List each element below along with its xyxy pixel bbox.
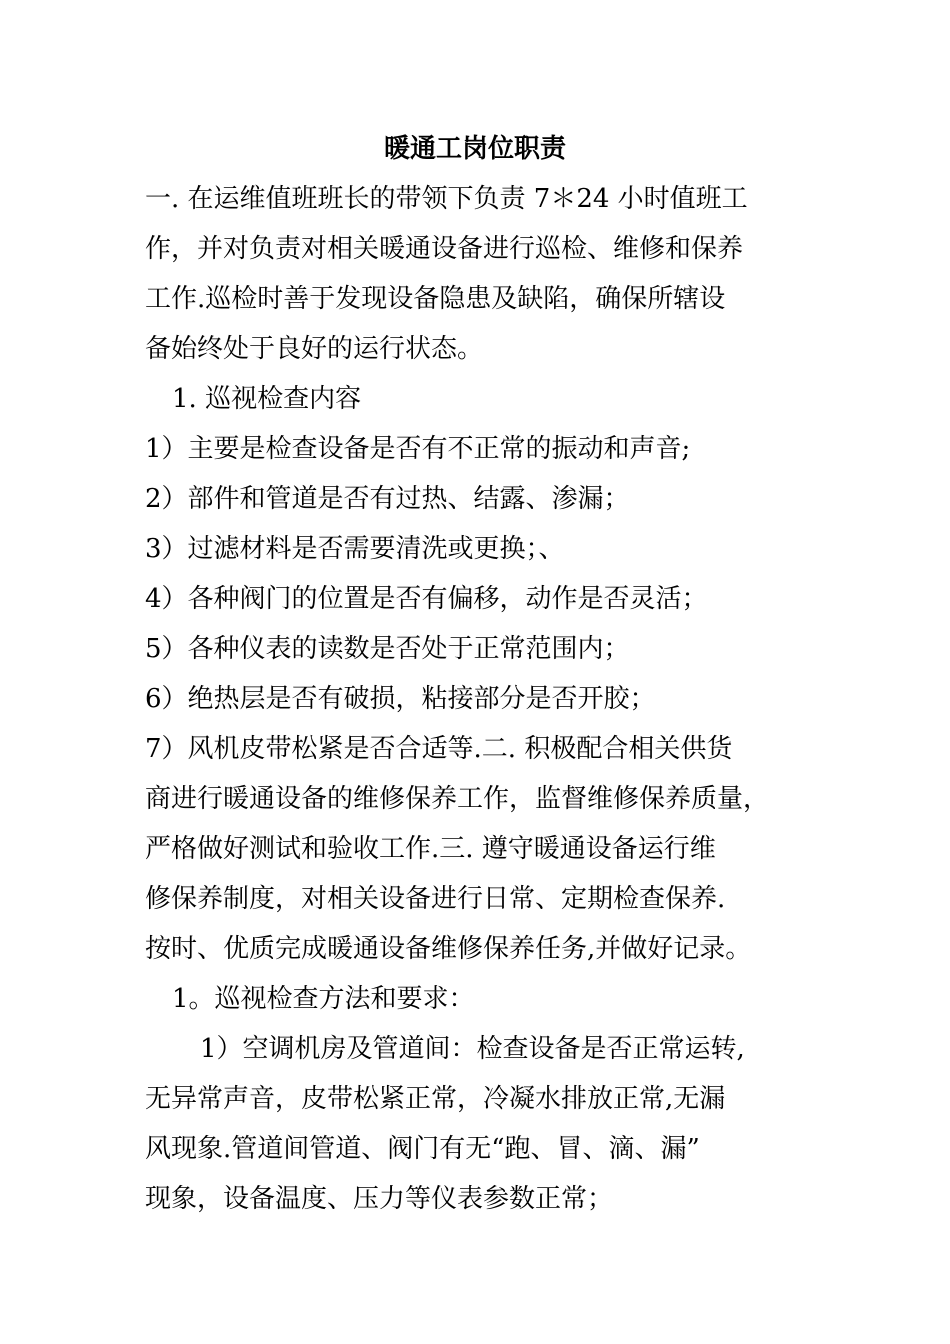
list-item: 1）空调机房及管道间：检查设备是否正常运转, [200,1034,745,1064]
list-item: 1）主要是检查设备是否有不正常的振动和声音; [145,434,691,464]
list-item: 7）风机皮带松紧是否合适等.二. 积极配合相关供货 [145,734,733,764]
section-heading: 1。巡视检查方法和要求： [172,984,475,1014]
body-line: 无异常声音，皮带松紧正常，冷凝水排放正常,无漏 [145,1084,726,1114]
body-line: 严格做好测试和验收工作.三. 遵守暖通设备运行维 [145,834,716,864]
body-line: 按时、优质完成暖通设备维修保养任务,并做好记录。 [145,934,752,964]
body-line: 修保养制度，对相关设备进行日常、定期检查保养. [145,884,726,914]
body-line: 一. 在运维值班班长的带领下负责 7＊24 小时值班工 [145,184,748,214]
list-item: 2）部件和管道是否有过热、结露、渗漏； [145,484,630,514]
body-line: 工作.巡检时善于发现设备隐患及缺陷，确保所辖设 [145,284,726,314]
body-line: 作，并对负责对相关暖通设备进行巡检、维修和保养 [145,234,744,264]
body-line: 商进行暖通设备的维修保养工作，监督维修保养质量， [145,784,770,814]
list-item: 5）各种仪表的读数是否处于正常范围内； [145,634,630,664]
list-item: 6）绝热层是否有破损，粘接部分是否开胶； [145,684,656,714]
section-heading: 1. 巡视检查内容 [172,384,362,414]
list-item: 4）各种阀门的位置是否有偏移，动作是否灵活； [145,584,708,614]
body-line: 风现象.管道间管道、阀门有无“跑、冒、滴、漏” [145,1134,700,1164]
document-title: 暖通工岗位职责 [383,134,566,164]
body-line: 现象，设备温度、压力等仪表参数正常； [145,1184,614,1214]
list-item: 3）过滤材料是否需要清洗或更换；、 [145,534,565,564]
body-line: 备始终处于良好的运行状态。 [145,334,484,364]
